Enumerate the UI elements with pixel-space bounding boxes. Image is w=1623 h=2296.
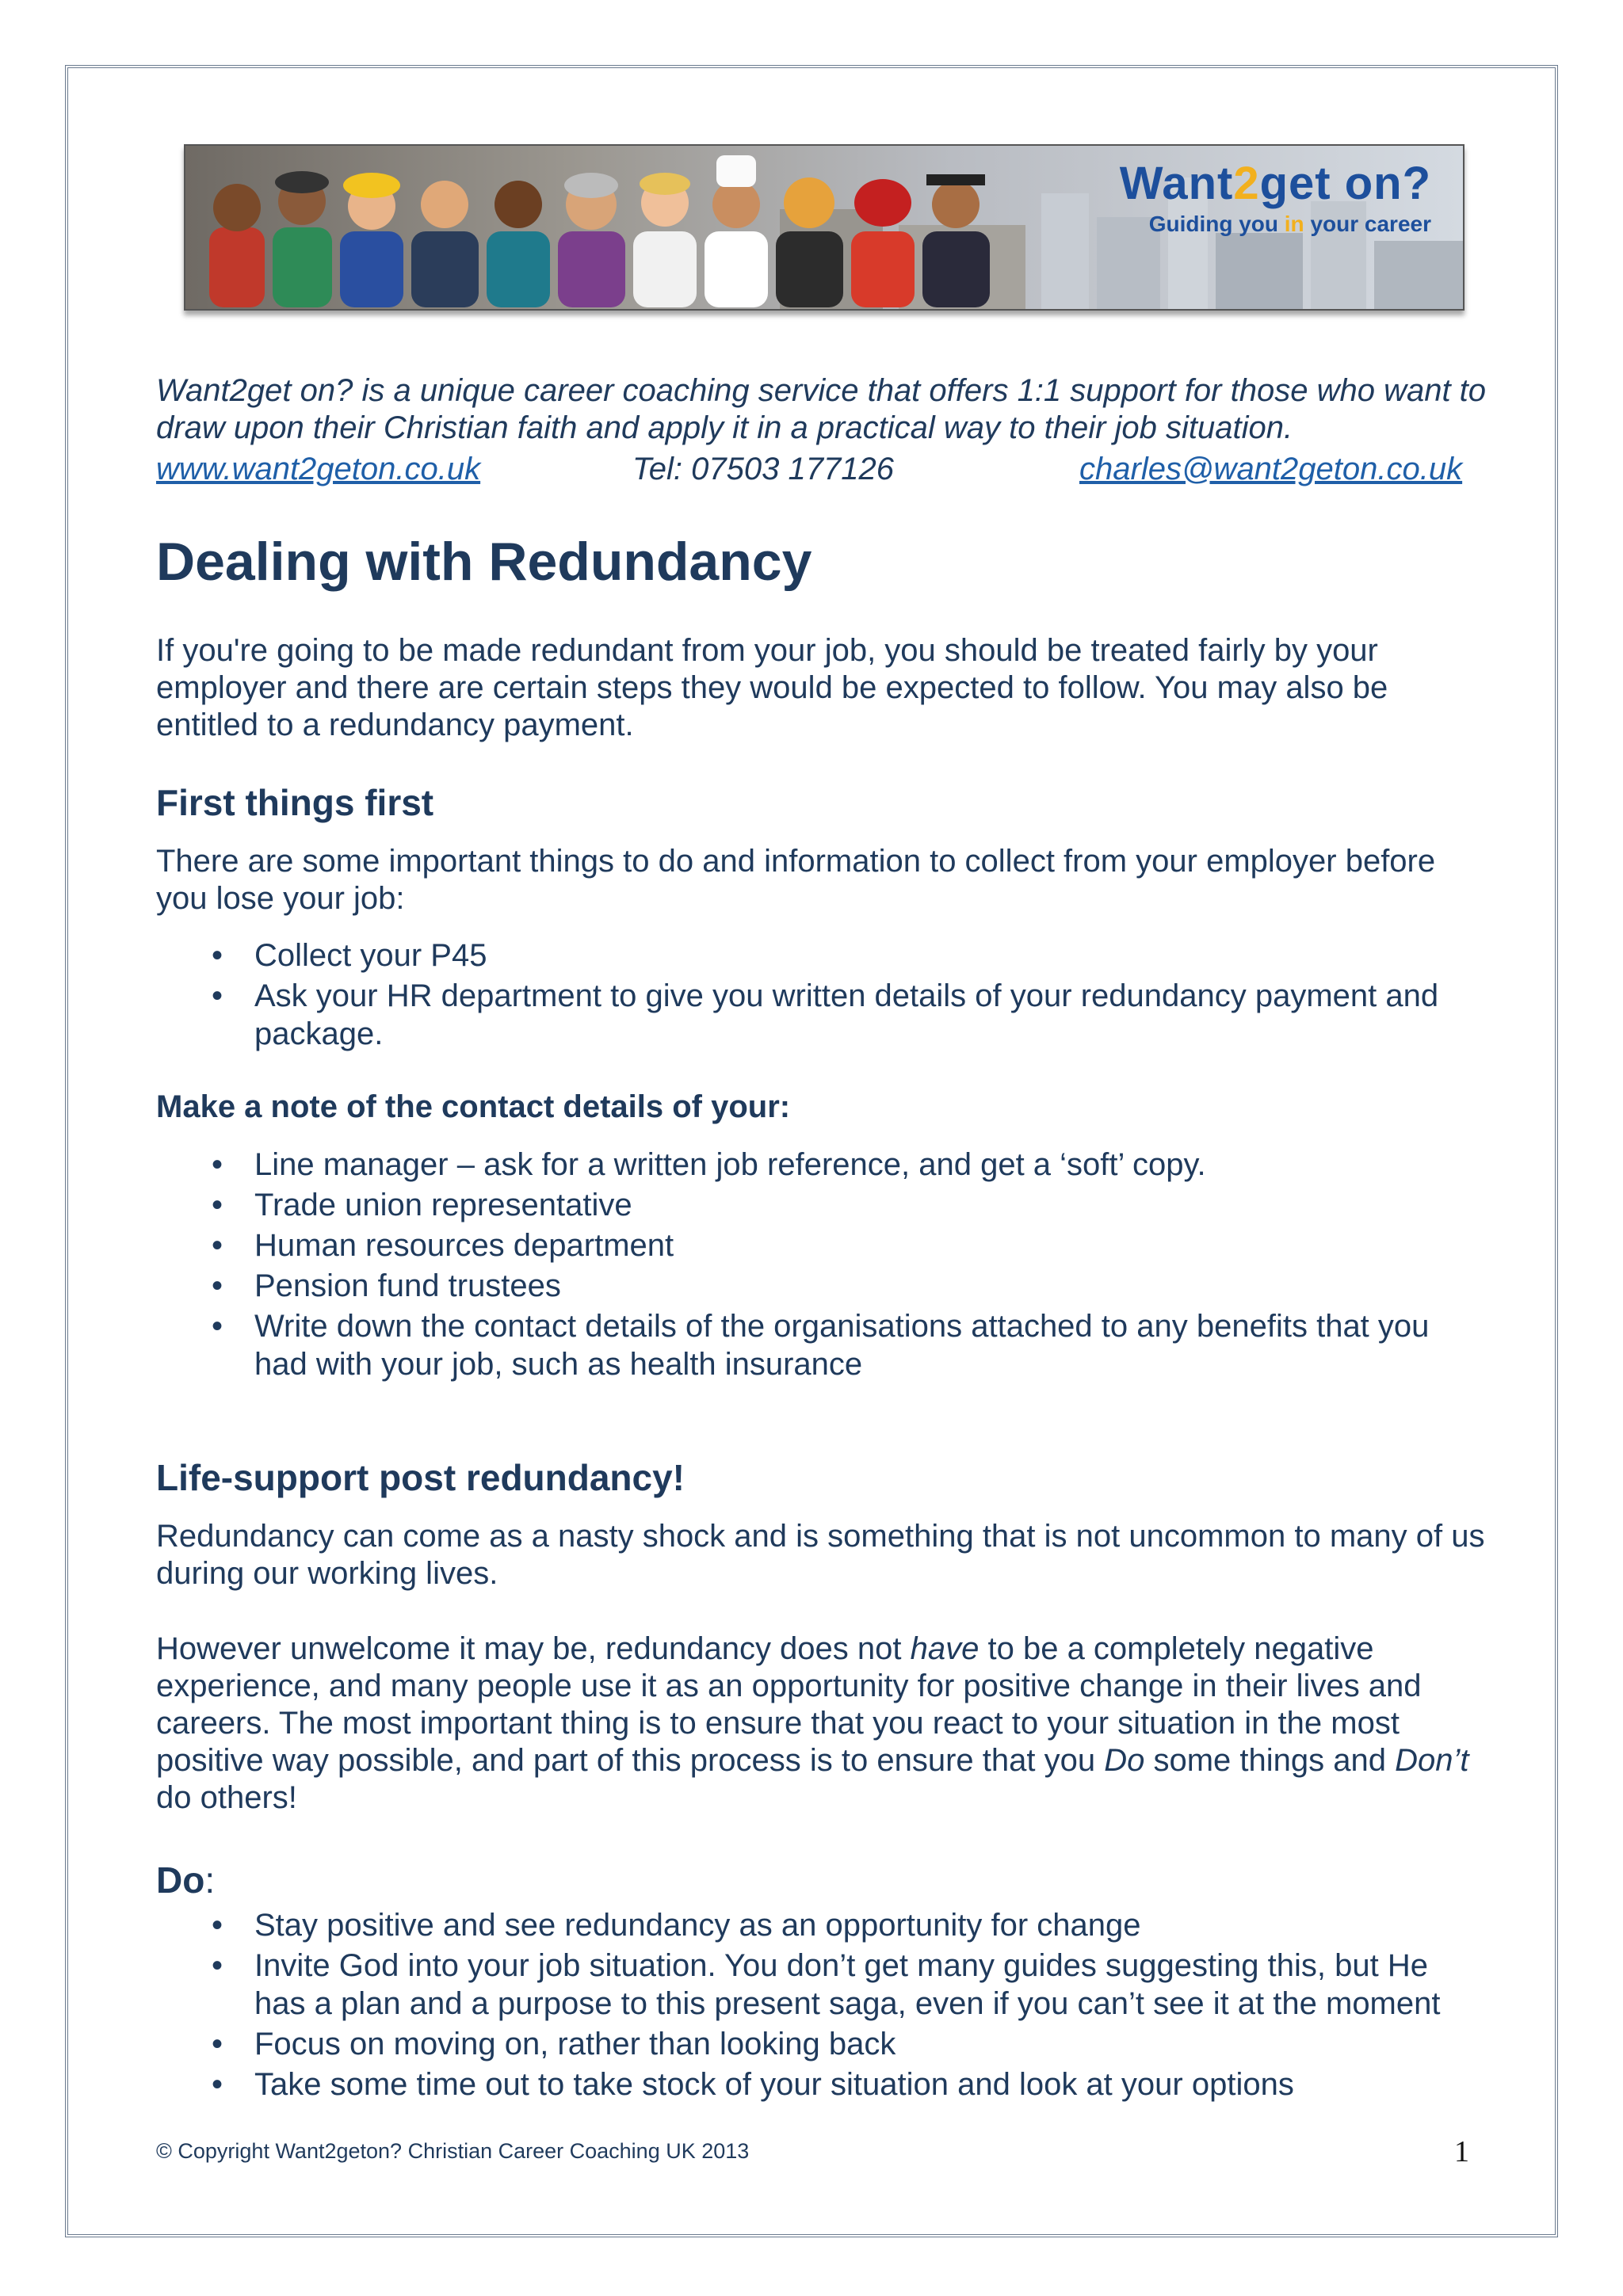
do-list	[156, 1906, 1487, 2106]
list-item: • Invite God into your job situation. You don’t get many guides suggesting this, but He has a plan and a purpose to this present saga, even if you can’t see it at the moment	[156, 1947, 1487, 2023]
first-things-heading: First things first	[156, 782, 434, 823]
list-item: • Focus on moving on, rather than looking back	[156, 2025, 1487, 2063]
intro-text: Want2get on? is a unique career coaching service that offers 1:1 support for those who want to draw upon their Christian faith and apply it in a practical way to their job situation.	[156, 373, 1487, 445]
list-item: • Pension fund trustees	[156, 1267, 1487, 1305]
website-link[interactable]: www.want2geton.co.uk	[156, 452, 481, 486]
life-support-heading: Life-support post redundancy!	[156, 1457, 685, 1498]
list-item: • Take some time out to take stock of your situation and look at your options	[156, 2065, 1487, 2103]
contact-details-heading: Make a note of the contact details of your:	[156, 1089, 791, 1124]
header-banner	[184, 144, 1465, 311]
list-item: • Trade union representative	[156, 1186, 1487, 1224]
first-things-list	[156, 936, 1487, 1055]
brand-logo: Want2get on? Guiding you in your career	[1119, 158, 1431, 236]
page-number: 1	[1454, 2135, 1469, 2168]
telephone-number: Tel: 07503 177126	[632, 452, 894, 486]
list-item: • Line manager – ask for a written job reference, and get a ‘soft’ copy.	[156, 1146, 1487, 1184]
page-title: Dealing with Redundancy	[156, 532, 812, 592]
life-support-paragraph-1: Redundancy can come as a nasty shock and is something that is not uncommon to many of us during our working lives.	[156, 1519, 1485, 1591]
list-item: • Human resources department	[156, 1226, 1487, 1264]
list-item: • Stay positive and see redundancy as an opportunity for change	[156, 1906, 1487, 1944]
list-item: • Write down the contact details of the organisations attached to any benefits that you had with your job, such as health insurance	[156, 1307, 1487, 1383]
email-link[interactable]: charles@want2geton.co.uk	[1079, 452, 1463, 486]
workers-illustration	[201, 152, 1113, 307]
copyright-footer: © Copyright Want2geton? Christian Career Coaching UK 2013	[156, 2139, 750, 2163]
life-support-paragraph-2: However unwelcome it may be, redundancy does not have to be a completely negative experience, and many people use it as an opportunity for positive change in their lives and careers. The most important thing is to ensure that you react to your situation in the most positive way possible, and part of this process is to ensure that you Do some things and Don’t do others!	[156, 1631, 1469, 1815]
do-heading: Do:	[156, 1859, 216, 1901]
opening-paragraph: If you're going to be made redundant from your job, you should be treated fairly by your employer and there are certain steps they would be expected to follow. You may also be entitled to a redundancy payment.	[156, 633, 1388, 742]
list-item: • Ask your HR department to give you written details of your redundancy payment and package.	[156, 977, 1487, 1053]
contact-details-list	[156, 1146, 1487, 1386]
first-things-paragraph: There are some important things to do and information to collect from your employer before you lose your job:	[156, 844, 1436, 916]
list-item: • Collect your P45	[156, 936, 1487, 974]
